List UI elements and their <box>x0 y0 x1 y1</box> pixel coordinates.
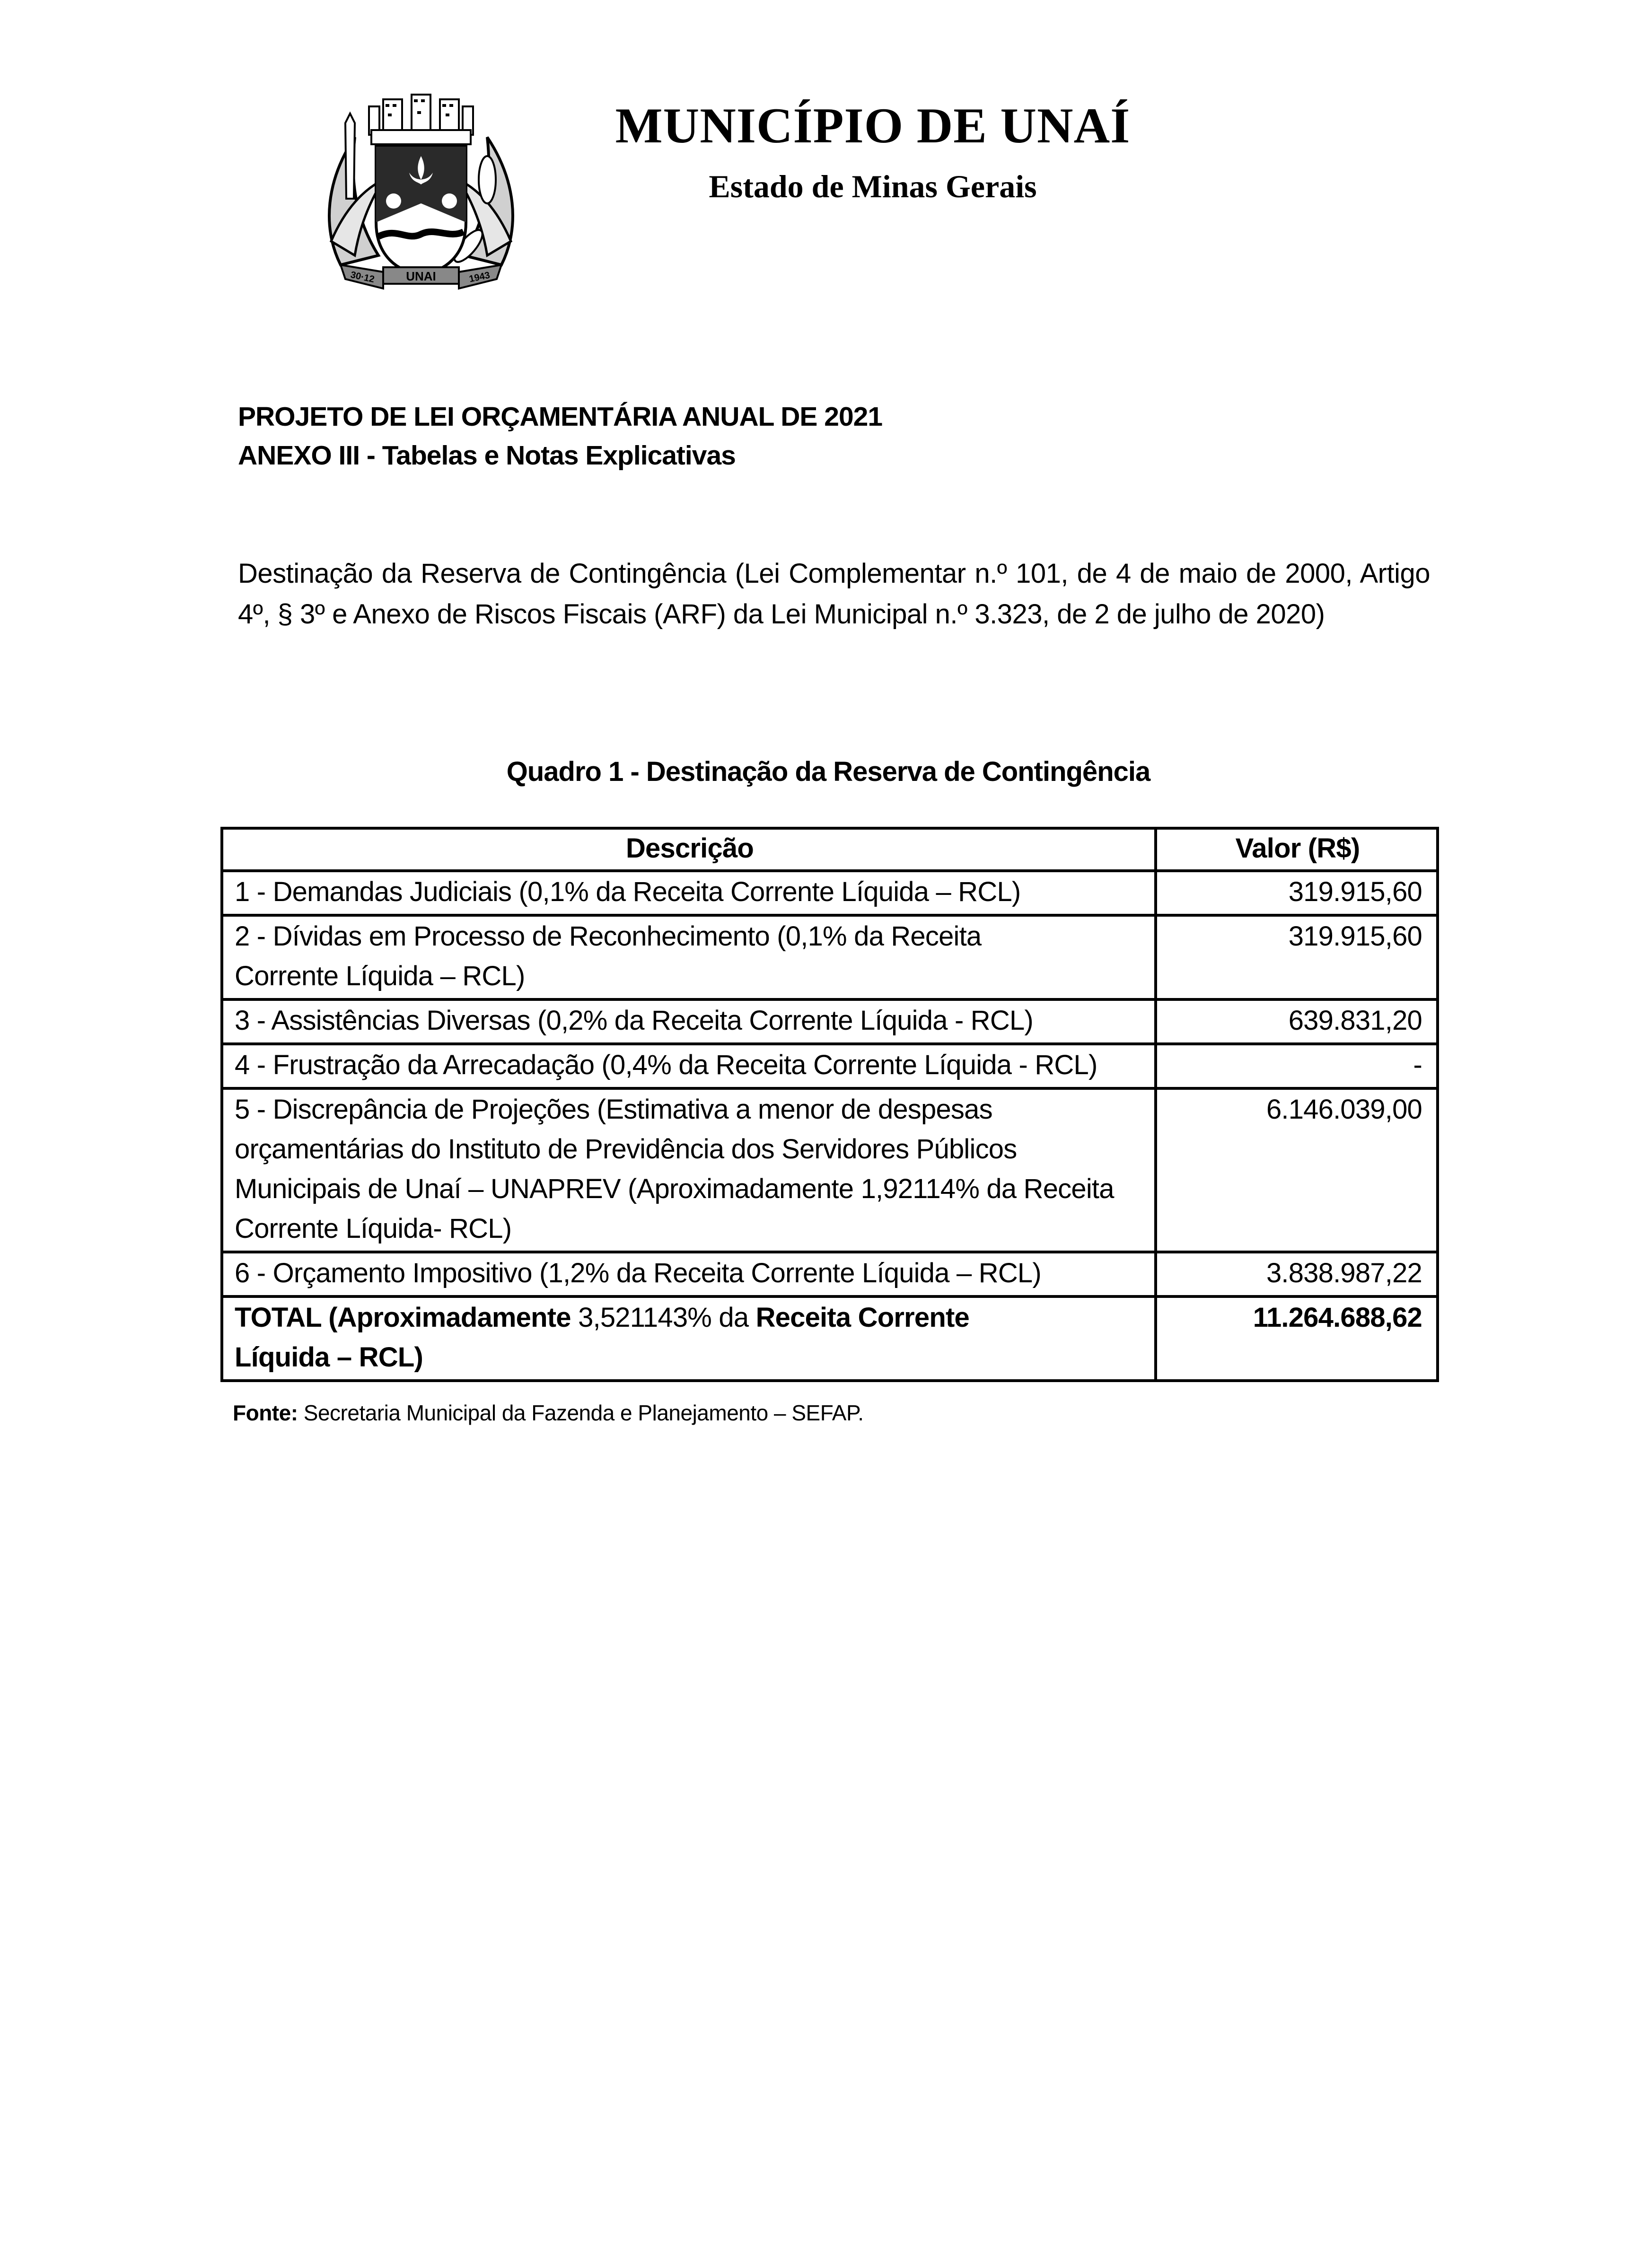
table-row <box>222 871 1438 915</box>
table-row <box>222 1044 1438 1088</box>
row-value: 6.146.039,00 <box>1156 1088 1438 1252</box>
row-value: - <box>1156 1044 1438 1088</box>
row-description: 4 - Frustração da Arrecadação (0,4% da Receita Corrente Líquida - RCL) <box>222 1044 1156 1088</box>
svg-text:1943: 1943 <box>468 270 491 285</box>
row-value: 319.915,60 <box>1156 915 1438 999</box>
table-row <box>222 915 1438 999</box>
table-row <box>222 1088 1438 1252</box>
total-description <box>222 1296 1156 1381</box>
row-description: 5 - Discrepância de Projeções (Estimativa a menor de despesas orçamentárias do Instituto de Previdência dos Servidores Públicos Municipais de Unaí – UNAPREV (Aproximadamente 1,92114% da Receita Corrente Líquida- RCL) <box>222 1088 1156 1252</box>
svg-text:30·12: 30·12 <box>349 270 376 285</box>
annex-heading: ANEXO III - Tabelas e Notas Explicativas <box>238 440 736 471</box>
total-value <box>1156 1296 1438 1381</box>
municipality-title: MUNICÍPIO DE UNAÍ <box>615 98 1131 153</box>
row-value: 3.838.987,22 <box>1156 1252 1438 1296</box>
row-value: 319.915,60 <box>1156 871 1438 915</box>
total-row <box>222 1296 1438 1381</box>
intro-paragraph: Destinação da Reserva de Contingência (Lei Complementar n.º 101, de 4 de maio de 2000, Artigo 4º, § 3º e Anexo de Riscos Fiscais (ARF) da Lei Municipal n.º 3.323, de 2 de julho de 2020) <box>238 558 1430 630</box>
table-row <box>222 1252 1438 1296</box>
column-header-value: Valor (R$) <box>1156 828 1438 871</box>
row-description: 6 - Orçamento Impositivo (1,2% da Receita Corrente Líquida – RCL) <box>222 1252 1156 1296</box>
row-value: 639.831,20 <box>1156 999 1438 1044</box>
row-description: 1 - Demandas Judiciais (0,1% da Receita Corrente Líquida – RCL) <box>222 871 1156 915</box>
total-value-text: 11.264.688,62 <box>1253 1302 1422 1333</box>
column-header-description: Descrição <box>222 828 1156 871</box>
state-subtitle: Estado de Minas Gerais <box>709 168 1037 204</box>
table-title: Quadro 1 - Destinação da Reserva de Contingência <box>506 756 1150 787</box>
source-note <box>233 1400 864 1426</box>
coat-of-arms-icon <box>312 85 530 303</box>
table-header-row <box>222 828 1438 871</box>
row-description: 2 - Dívidas em Processo de Reconhecimento (0,1% da Receita Corrente Líquida – RCL) <box>222 915 1156 999</box>
source-label: Fonte: <box>233 1401 298 1425</box>
table-row <box>222 999 1438 1044</box>
total-label-bold: TOTAL (Aproximadamente <box>235 1302 571 1333</box>
reserve-table <box>220 827 1439 1382</box>
row-description: 3 - Assistências Diversas (0,2% da Receita Corrente Líquida - RCL) <box>222 999 1156 1044</box>
total-label-bold-2: Receita Corrente Líquida – RCL) <box>235 1302 969 1373</box>
total-label-percent: 3,521143% da <box>570 1302 756 1333</box>
document-heading: PROJETO DE LEI ORÇAMENTÁRIA ANUAL DE 2021 <box>238 402 883 432</box>
svg-text:UNAI: UNAI <box>406 269 436 283</box>
source-text: Secretaria Municipal da Fazenda e Planejamento – SEFAP. <box>298 1401 864 1425</box>
